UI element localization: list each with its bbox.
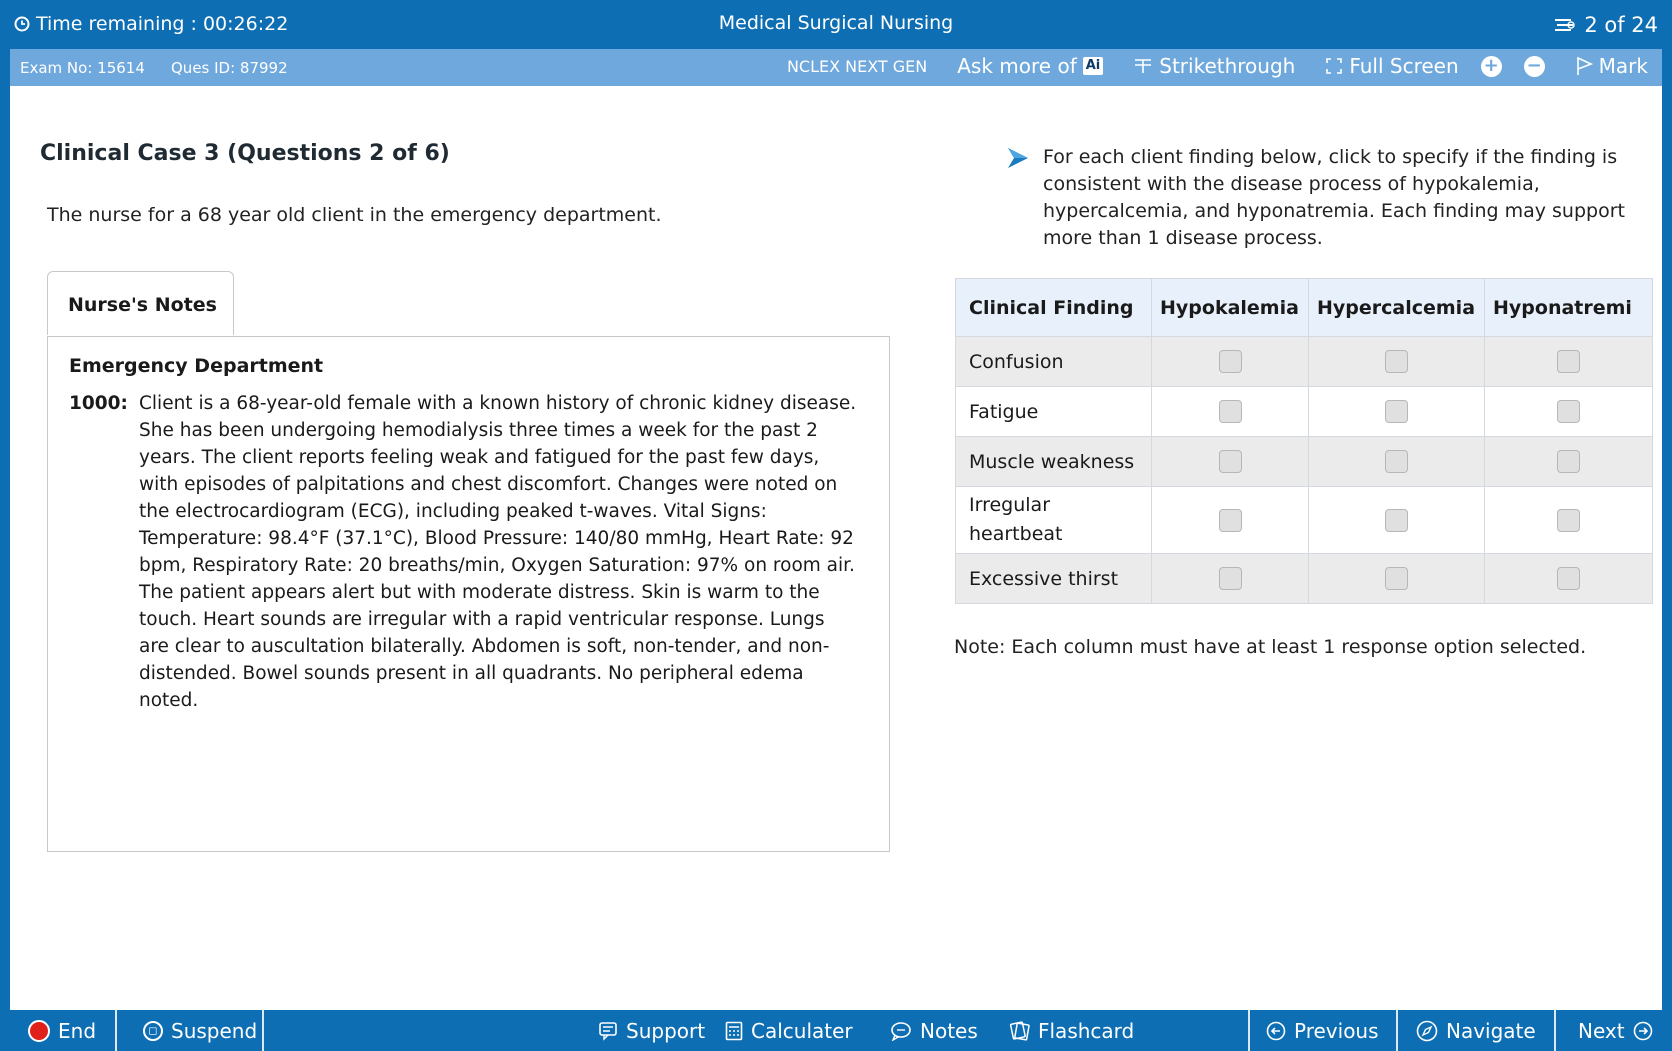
arrow-left-circle-icon (1266, 1021, 1286, 1041)
compass-icon (1416, 1020, 1438, 1042)
zoom-in-icon[interactable]: + (1481, 56, 1502, 77)
navigate-button[interactable] (1416, 1010, 1536, 1051)
exam-toolbar (10, 49, 1662, 86)
title-bar (0, 0, 1672, 49)
hyponatremia-checkbox[interactable] (1557, 400, 1580, 423)
flashcard-icon (1008, 1021, 1030, 1041)
tab-nurses-notes[interactable]: Nurse's Notes (47, 271, 234, 335)
exam-number: Exam No: 15614 (20, 59, 145, 77)
zoom-out-icon[interactable]: − (1524, 56, 1545, 77)
table-row (956, 387, 1653, 437)
flashcard-button[interactable] (1008, 1010, 1134, 1051)
fullscreen-icon (1325, 57, 1343, 75)
note-entry (69, 390, 869, 714)
support-button[interactable] (598, 1010, 705, 1051)
hypokalemia-checkbox[interactable] (1219, 450, 1242, 473)
exam-type-label: NCLEX NEXT GEN (786, 56, 928, 76)
stop-icon (28, 1020, 50, 1042)
hypercalcemia-checkbox[interactable] (1385, 350, 1408, 373)
end-label: End (58, 1018, 97, 1043)
timer (14, 13, 288, 35)
hypokalemia-checkbox[interactable] (1219, 567, 1242, 590)
divider (1554, 1010, 1556, 1051)
hypercalcemia-checkbox[interactable] (1385, 567, 1408, 590)
strikethrough-label: Strikethrough (1159, 54, 1296, 78)
question-instruction: For each client finding below, click to specify if the finding is consistent with the disease process of hypokalemia, hypercalcemia, and hyponatremia. Each finding may support more than 1 disease process. (1043, 146, 1625, 249)
calculator-label: Calculater (751, 1018, 853, 1043)
previous-label: Previous (1294, 1018, 1379, 1043)
nurses-notes-panel (47, 336, 890, 852)
selection-note: Note: Each column must have at least 1 response option selected. (954, 636, 1587, 658)
divider (1248, 1010, 1250, 1051)
note-text: Client is a 68-year-old female with a known history of chronic kidney disease. She has been undergoing hemodialysis three times a week for the past 2 years. The client reports feeling weak and fatigued for the past few days, with episodes of palpitations and chest discomfort. Changes were noted on the electrocardiogram (ECG), including peaked t-waves. Vital Signs: Temperature: 98.4°F (37.1°C), Blood Pressure: 140/80 mmHg, Heart Rate: 92 bpm, Respiratory Rate: 20 breaths/min, Oxygen Saturation: 97% on room air. The patient appears alert but with moderate distress. Skin is warm to the touch. Heart sounds are irregular with a rapid ventricular response. Lungs are clear to auscultation bilaterally. Abdomen is soft, non-tender, and non-distended. Bowel sounds present in all quadrants. No peripheral edema noted. (139, 393, 857, 711)
main-content (10, 86, 1662, 1010)
finding-label: Excessive thirst (956, 554, 1152, 604)
ask-ai-label: Ask more of (957, 54, 1077, 78)
hyponatremia-checkbox[interactable] (1557, 567, 1580, 590)
question-progress: 2 of 24 (1584, 13, 1658, 37)
hypercalcemia-checkbox[interactable] (1385, 450, 1408, 473)
finding-label: Confusion (956, 337, 1152, 387)
case-title: Clinical Case 3 (Questions 2 of 6) (40, 141, 450, 166)
pause-icon: ◻ (143, 1021, 163, 1041)
suspend-label: Suspend (171, 1018, 258, 1043)
question-counter (1552, 13, 1658, 37)
answer-matrix (955, 278, 1653, 604)
chat-bubble-icon (890, 1021, 912, 1041)
calculator-button[interactable] (725, 1010, 853, 1051)
hypercalcemia-checkbox[interactable] (1385, 400, 1408, 423)
hyponatremia-checkbox[interactable] (1557, 350, 1580, 373)
hypercalcemia-checkbox[interactable] (1385, 509, 1408, 532)
table-row (956, 554, 1653, 604)
note-time: 1000: (69, 393, 128, 414)
bottom-bar (0, 1010, 1672, 1051)
hypokalemia-checkbox[interactable] (1219, 509, 1242, 532)
notes-label: Notes (920, 1018, 978, 1043)
calculator-icon (725, 1021, 743, 1041)
mark-button[interactable] (1575, 54, 1648, 78)
matrix-header-row (956, 279, 1653, 337)
hypokalemia-checkbox[interactable] (1219, 400, 1242, 423)
arrow-pointer-icon (1006, 146, 1030, 170)
table-row (956, 437, 1653, 487)
table-row (956, 487, 1653, 554)
mark-label: Mark (1598, 54, 1648, 78)
finding-label: Fatigue (956, 387, 1152, 437)
suspend-button[interactable] (143, 1010, 257, 1051)
column-header: Hyponatremi (1485, 279, 1653, 337)
support-icon (598, 1021, 618, 1041)
full-screen-button[interactable] (1325, 54, 1458, 78)
next-button[interactable] (1578, 1010, 1653, 1051)
column-header: Hypercalcemia (1309, 279, 1485, 337)
notes-section-heading: Emergency Department (69, 355, 324, 377)
question-id: Ques ID: 87992 (171, 59, 288, 77)
case-intro: The nurse for a 68 year old client in the emergency department. (47, 204, 662, 226)
divider (115, 1010, 117, 1051)
hyponatremia-checkbox[interactable] (1557, 450, 1580, 473)
ai-icon: Ai (1083, 57, 1104, 75)
hypokalemia-checkbox[interactable] (1219, 350, 1242, 373)
finding-label: Irregular heartbeat (956, 487, 1152, 554)
timer-label: Time remaining : 00:26:22 (36, 13, 289, 35)
exam-title: Medical Surgical Nursing (718, 12, 954, 34)
clock-icon (14, 16, 30, 32)
previous-button[interactable] (1266, 1010, 1379, 1051)
ask-ai-button[interactable] (957, 54, 1103, 78)
column-header: Hypokalemia (1152, 279, 1309, 337)
question-list-icon[interactable] (1552, 16, 1576, 34)
table-row (956, 337, 1653, 387)
end-button[interactable] (28, 1010, 96, 1051)
full-screen-label: Full Screen (1349, 54, 1459, 78)
flashcard-label: Flashcard (1038, 1018, 1135, 1043)
next-label: Next (1578, 1018, 1625, 1043)
column-header: Clinical Finding (956, 279, 1152, 337)
flag-icon (1575, 56, 1593, 76)
divider (1396, 1010, 1398, 1051)
divider (262, 1010, 264, 1051)
strikethrough-button[interactable] (1133, 54, 1295, 78)
support-label: Support (626, 1018, 706, 1043)
notes-button[interactable] (890, 1010, 978, 1051)
strikethrough-icon (1133, 57, 1153, 75)
finding-label: Muscle weakness (956, 437, 1152, 487)
navigate-label: Navigate (1446, 1018, 1536, 1043)
hyponatremia-checkbox[interactable] (1557, 509, 1580, 532)
arrow-right-circle-icon (1633, 1021, 1653, 1041)
